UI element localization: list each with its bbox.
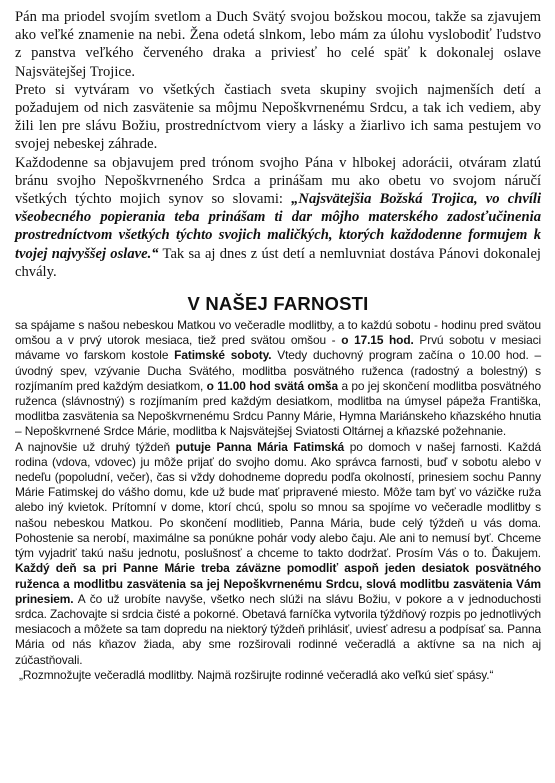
paragraph-1: Pán ma priodel svojím svetlom a Duch Svätý svojou božskou mocou, takže sa zjavujem ako veľké znamenie na nebi. Žena odetá slnkom, lebo mám za úlohu vyslobodiť ľudstvo z panstva veľkého červeného draka a priviesť ho celé späť k dokonalej oslave Najsvätejšej Trojice.	[15, 9, 541, 80]
mass-time-highlight: o 11.00 hod svätá omša	[206, 378, 339, 393]
pilgrimage-highlight: putuje Panna Mária Fatimská	[175, 439, 345, 454]
text-span: Vtedy duchovný program začína o 10.00 hod. – úvodný spev, vzývanie Ducha Svätého, modlitba posvätného ruženca (radostný a bolestný) s rozjímaním pred každým desiatkom,	[15, 348, 541, 393]
fatima-saturdays-highlight: Fatimské soboty.	[174, 348, 272, 363]
text-span: a po jej skončení modlitba posvätného ruženca (slávnostný) s rozjímaním pred každým desiatkom, modlitba na úmysel pápeža Františka, modlitba zasvätenia sa Nepoškvrnenému Srdcu Panny Márie, Hymna Mariánskeho kňazského hnutia – Nepoškvrnené Srdce Márie, modlitba k Najsvätejšej Sviatosti Oltárnej a kňazské požehnanie.	[15, 378, 542, 439]
text-span: po domoch v našej farnosti. Každá rodina (vdova, vdovec) ju môže prijať do svojho domu. Ako správca farnosti, buď v sobotu alebo v nedeľu (popoludní, večer), čas si vždy dohodneme dopredu podľa okolností, prinesiem sochu Panny Márie Fatimskej do vášho domu, kde už bude mať pripravené miesto. Môže tam byť vo vázičke ruža alebo iný kvietok. Prítomní v dome, ktorí chcú, spolu so mnou sa spojíme vo večeradle modlitby s našou nebeskou Matkou. Po skončení modlitieb, Panna Mária, bude celý týždeň u vás doma. Pohostenie sa nerobí, maximálne sa ponúkne pohár vody alebo čaju. Ale ani to nemusí byť. Chceme tým vyjadriť takú našu jednotu, poslušnosť a chceme to takto dodržať. Prosím Vás o to. Ďakujem.	[15, 439, 541, 561]
paragraph-3-prayer: „Najsvätejšia Božská Trojica, vo chvíli všeobecného popierania teba prinášam ti dar môjho materského zadosťučinenia prostredníctvom všetkých týchto svojich maličkých, ktorých každodenne formujem k tvojej najvyššej oslave.“	[15, 191, 542, 262]
paragraph-3-start: Každodenne sa objavujem pred trónom svojho Pána v hlbokej adorácii, otváram zlatú bránu svojho Nepoškvrneného Srdca a prinášam mu ako obetu vo svojom náručí všetkých týchto mojich synov so slovami:	[15, 154, 541, 208]
parish-paragraph-2	[15, 440, 541, 668]
closing-quote: „Rozmnožujte večeradlá modlitby. Najmä rozširujte rodinné večeradlá ako veľkú sieť spásy.“	[19, 667, 494, 682]
top-section	[15, 8, 541, 281]
text-span: Prvú sobotu v mesiaci mávame vo farskom kostole	[15, 333, 541, 363]
text-span: A čo už urobíte navyše, všetko nech slúži na slávu Božiu, v pokore a v jednoduchosti srdca. Zachovajte si srdcia čisté a pokorné. Obetavá farníčka vytvorila týždňový rozpis po jednotlivých mesiacoch a môžete sa tam dopredu na niektorý týždeň prihlásiť, uviesť adresu a podpísať sa. Panna Mária od nás kňazov žiada, aby sme rozširovali rodinné večeradlá a aktívne sa na nich aj zúčastňovali.	[15, 591, 541, 667]
text-span: sa spájame s našou nebeskou Matkou vo večeradle modlitby, a to každú sobotu - hodinu pred svätou omšou a v prvý utorok mesiaca, tiež pred svätou omšou -	[15, 318, 541, 348]
daily-prayer-highlight: Každý deň sa pri Panne Márie treba záväzne pomodliť aspoň jeden desiatok posvätného ruženca a modlitbu zasvätenia sa jej Nepoškvrnenému Srdcu, slová modlitbu zasvätenia Vám prinesiem.	[15, 561, 541, 606]
time-highlight: o 17.15 hod.	[341, 333, 414, 348]
paragraph-3-end: Tak sa aj dnes z úst detí a nemluvniat dostáva Pánovi dokonalej chvály.	[15, 245, 541, 280]
text-span: A najnovšie už druhý týždeň	[15, 439, 176, 454]
paragraph-3	[15, 154, 541, 281]
section-title: V NAŠEJ FARNOSTI	[187, 293, 369, 315]
parish-paragraph-1	[15, 318, 541, 440]
paragraph-2: Preto si vytváram vo všetkých častiach sveta skupiny svojich najmenších detí a požadujem od nich zasvätenie sa môjmu Nepoškvrnenému Srdcu, a tak ich vediem, aby žili len pre slávu Božiu, prostredníctvom viery a lásky a žiarlivo ich sama pestujem vo svojej nebeskej záhrade.	[15, 81, 541, 153]
parish-section	[15, 318, 541, 683]
